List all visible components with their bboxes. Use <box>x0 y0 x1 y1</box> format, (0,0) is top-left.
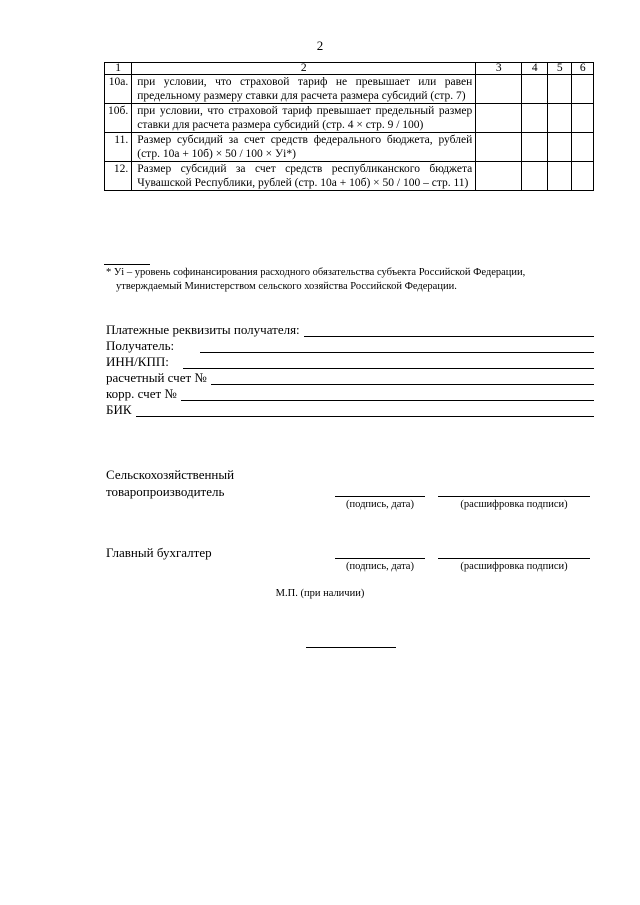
row-description: Размер субсидий за счет средств республиканского бюджета Чувашской Республики, рублей (стр. 10а + 10б) × 50 / 100 – стр. 11) <box>132 162 476 191</box>
accountant-decode-line[interactable] <box>438 558 590 559</box>
column-header: 6 <box>572 63 594 75</box>
footnote-line: утверждаемый Министерством сельского хозяйства Российской Федерации. <box>116 281 457 292</box>
row-number: 10б. <box>105 104 132 133</box>
column-header: 3 <box>476 63 522 75</box>
producer-decode-line[interactable] <box>438 496 590 497</box>
field-label: ИНН/КПП: <box>106 354 169 369</box>
value-cell[interactable] <box>476 104 522 133</box>
recipient-field <box>106 337 594 353</box>
row-number: 11. <box>105 133 132 162</box>
value-cell[interactable] <box>548 162 572 191</box>
end-divider <box>306 647 396 648</box>
table-row <box>105 104 594 133</box>
column-header: 5 <box>548 63 572 75</box>
accountant-label: Главный бухгалтер <box>106 545 212 560</box>
value-cell[interactable] <box>572 133 594 162</box>
accountant-signature-line[interactable] <box>335 558 425 559</box>
column-header: 1 <box>105 63 132 75</box>
value-cell[interactable] <box>476 133 522 162</box>
corr-account-field <box>106 385 594 401</box>
payment-details-field <box>106 321 594 337</box>
field-label: Получатель: <box>106 338 175 353</box>
row-number: 10а. <box>105 75 132 104</box>
value-cell[interactable] <box>522 162 548 191</box>
table-header-row <box>105 63 594 75</box>
table-row <box>105 162 594 191</box>
stamp-note: М.П. (при наличии) <box>275 588 365 599</box>
value-cell[interactable] <box>548 104 572 133</box>
decode-caption: (расшифровка подписи) <box>460 499 568 510</box>
row-number: 12. <box>105 162 132 191</box>
value-cell[interactable] <box>572 75 594 104</box>
bik-input[interactable] <box>136 405 594 417</box>
row-description: при условии, что страховой тариф превышает предельный размер ставки для расчета размера субсидий (стр. 4 × стр. 9 / 100) <box>132 104 476 133</box>
subsidy-table <box>104 62 594 191</box>
bik-field <box>106 401 594 417</box>
field-label: корр. счет № <box>106 386 177 401</box>
field-label: БИК <box>106 402 132 417</box>
footnote-line: * Уi – уровень софинансирования расходного обязательства субъекта Российской Федерации, <box>106 267 526 278</box>
signature-caption: (подпись, дата) <box>346 561 414 572</box>
producer-label-line: товаропроизводитель <box>106 484 225 499</box>
inn-kpp-field <box>106 353 594 369</box>
field-label: Платежные реквизиты получателя: <box>106 322 300 337</box>
producer-label-line: Сельскохозяйственный <box>106 467 235 482</box>
producer-signature-line[interactable] <box>335 496 425 497</box>
column-header: 2 <box>132 63 476 75</box>
page-number: 2 <box>316 38 324 53</box>
footnote <box>106 266 594 294</box>
field-label: расчетный счет № <box>106 370 207 385</box>
account-input[interactable] <box>211 373 594 385</box>
value-cell[interactable] <box>522 104 548 133</box>
producer-label <box>106 466 234 500</box>
value-cell[interactable] <box>476 75 522 104</box>
table-row <box>105 75 594 104</box>
value-cell[interactable] <box>548 133 572 162</box>
value-cell[interactable] <box>522 133 548 162</box>
value-cell[interactable] <box>572 104 594 133</box>
account-field <box>106 369 594 385</box>
row-description: Размер субсидий за счет средств федерального бюджета, рублей (стр. 10а + 10б) × 50 / 100 × Уi*) <box>132 133 476 162</box>
column-header: 4 <box>522 63 548 75</box>
recipient-input[interactable] <box>200 341 594 353</box>
footnote-divider <box>104 264 150 265</box>
corr-account-input[interactable] <box>181 389 594 401</box>
value-cell[interactable] <box>572 162 594 191</box>
value-cell[interactable] <box>548 75 572 104</box>
table-row <box>105 133 594 162</box>
payment-details-input[interactable] <box>304 325 594 337</box>
row-description: при условии, что страховой тариф не превышает или равен предельному размеру ставки для расчета размера субсидий (стр. 7) <box>132 75 476 104</box>
decode-caption: (расшифровка подписи) <box>460 561 568 572</box>
value-cell[interactable] <box>522 75 548 104</box>
value-cell[interactable] <box>476 162 522 191</box>
signature-caption: (подпись, дата) <box>346 499 414 510</box>
inn-kpp-input[interactable] <box>183 357 594 369</box>
